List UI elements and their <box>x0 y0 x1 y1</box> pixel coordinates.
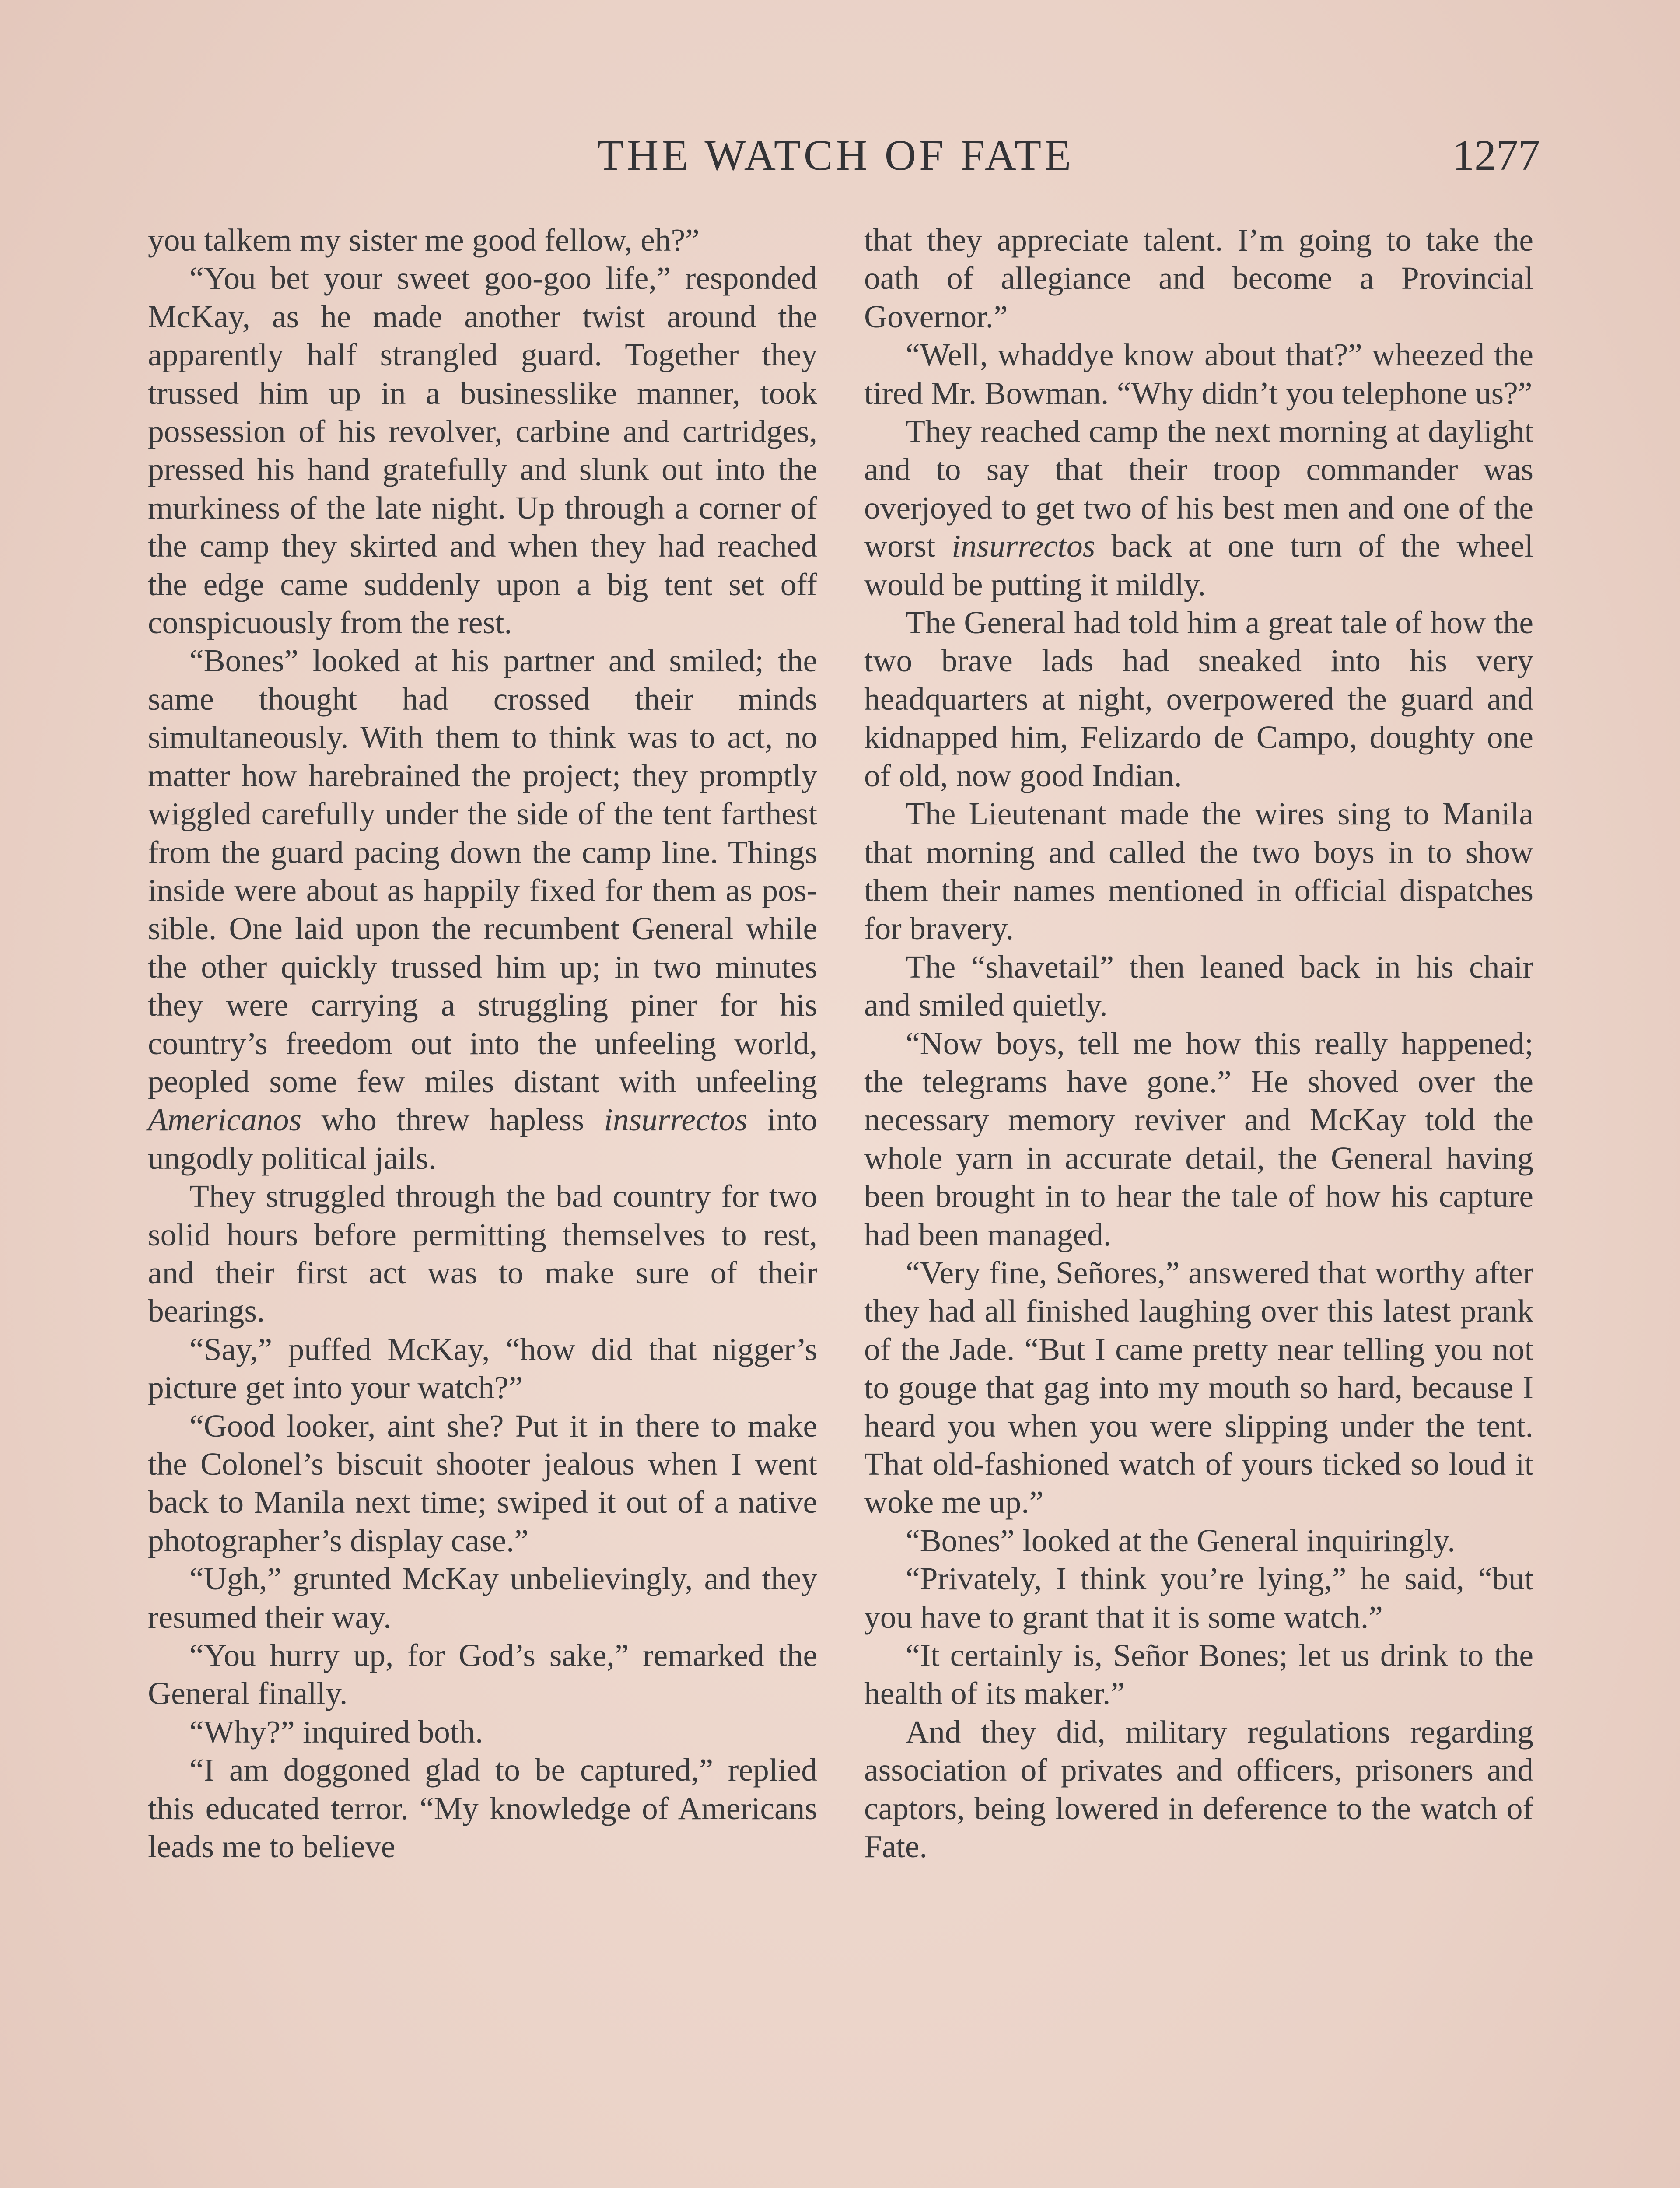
foreign-term: insurrectos <box>952 528 1096 564</box>
paragraph: “Why?” inquired both. <box>189 1714 483 1750</box>
paragraph: “Good looker, aint she? Put it in there to make the Colonel’s biscuit shooter jealous when I went back to Manila next time; swiped it out of a native photographer’s display case.” <box>148 1408 817 1558</box>
paragraph: “It certainly is, Señor Bones; let us drink to the health of its maker.” <box>864 1637 1533 1711</box>
running-head <box>131 127 1540 184</box>
foreign-term: insurrectos <box>604 1102 748 1138</box>
paragraph: They reached camp the next morning at daylight and to say that their troop commander was overjoyed to get two of his best men and one of the worst insurrectos back at one turn of the wheel would be putting it mildly. <box>864 414 1533 602</box>
paragraph: “Bones” looked at his partner and smiled; the same thought had crossed their minds simultaneously. With them to think was to act, no matter how harebrained the project; they promptly wiggled carefully under the side of the tent farthest from the guard pacing down the camp line. Things inside were about as happily fixed for them as possible. One laid upon the recumbent General while the other quickly trussed him up; in two minutes they were carrying a struggling piner for his country’s freedom out into the unfeeling world, peopled some few miles distant with unfeeling Americanos who threw hapless insurrectos into ungodly political jails. <box>148 643 817 1176</box>
paragraph: that they appreciate talent. I’m going to take the oath of allegiance and become a Provincial Governor.” <box>864 222 1533 334</box>
paragraph: The Lieutenant made the wires sing to Manila that morning and called the two boys in to show them their names mentioned in official dispatches for bravery. <box>864 796 1533 947</box>
paragraph: “Bones” looked at the General inquiringly. <box>906 1522 1456 1558</box>
paragraph: The General had told him a great tale of how the two brave lads had sneaked into his very headquarters at night, overpowered the guard and kidnapped him, Felizardo de Campo, doughty one of old, now good Indian. <box>864 605 1533 793</box>
page-number: 1277 <box>1452 131 1540 179</box>
paragraph: “Privately, I think you’re lying,” he said, “but you have to grant that it is some watch.” <box>864 1561 1533 1635</box>
paragraph: “You hurry up, for God’s sake,” remarked the General finally. <box>148 1637 817 1711</box>
paragraph: And they did, military regulations regarding association of privates and officers, prisoners and captors, being lowered in deference to the watch of Fate. <box>864 1714 1533 1865</box>
paragraph: “Ugh,” grunted McKay unbelievingly, and they resumed their way. <box>148 1561 817 1635</box>
foreign-term: Americanos <box>148 1102 302 1138</box>
paragraph: They struggled through the bad country for two solid hours before permitting themselves to rest, and their first act was to make sure of their bearings. <box>148 1178 817 1329</box>
paragraph: “Very fine, Señores,” answered that worthy after they had all finished laughing over this latest prank of the Jade. “But I came pretty near telling you not to gouge that gag into my mouth so hard, because I heard you when you were slipping under the tent. That old-fashioned watch of yours ticked so loud it woke me up.” <box>864 1255 1533 1520</box>
right-column <box>864 221 1533 1865</box>
paragraph: “I am doggoned glad to be captured,” replied this educated terror. “My knowledge of Americans leads me to believe <box>148 1752 817 1865</box>
paragraph: “You bet your sweet goo-goo life,” responded McKay, as he made another twist around the apparently half strangled guard. Together they trussed him up in a businesslike manner, took possession of his revolver, carbine and cartridges, pressed his hand gratefully and slunk out into the murkiness of the late night. Up through a corner of the camp they skirted and when they had reached the edge came suddenly upon a big tent set off conspicuously from the rest. <box>148 260 817 641</box>
paragraph: you talkem my sister me good fellow, eh?” <box>148 222 700 258</box>
running-title: THE WATCH OF FATE <box>597 131 1074 179</box>
paragraph: The “shavetail” then leaned back in his chair and smiled quietly. <box>864 949 1533 1023</box>
paragraph: “Well, whaddye know about that?” wheezed the tired Mr. Bowman. “Why didn’t you telephone us?” <box>864 337 1533 411</box>
paragraph: “Say,” puffed McKay, “how did that nigger’s picture get into your watch?” <box>148 1331 817 1406</box>
left-column <box>148 221 817 1865</box>
paragraph: “Now boys, tell me how this really happened; the telegrams have gone.” He shoved over the necessary memory reviver and McKay told the whole yarn in accurate detail, the General having been brought in to hear the tale of how his capture had been managed. <box>864 1025 1533 1252</box>
